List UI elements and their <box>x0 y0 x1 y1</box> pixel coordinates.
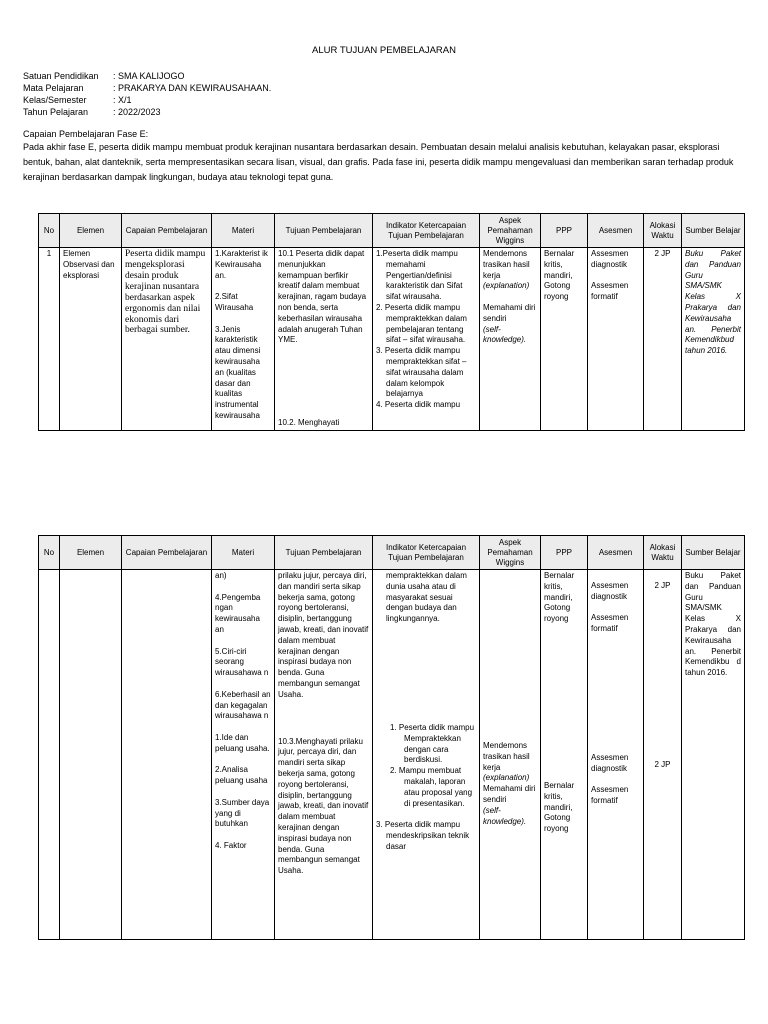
cell-asesmen <box>588 570 644 940</box>
header-wiggins: Aspek Pemahaman Wiggins <box>480 214 541 248</box>
wiggins-italic: (explanation) <box>483 281 530 291</box>
cell-wiggins <box>480 570 541 940</box>
cell-elemen <box>60 570 122 940</box>
atp-table-page-2 <box>38 535 745 940</box>
document-meta <box>23 70 271 118</box>
meta-key: Tahun Pelajaran <box>23 107 89 117</box>
meta-row <box>23 94 271 106</box>
cell-ppp <box>541 570 588 940</box>
header-sumber: Sumber Belajar <box>682 214 745 248</box>
wiggins-italic: (self-knowledge). <box>483 805 527 826</box>
indikator-item: mempraktekkan dalam dunia usaha atau di masyarakat sesuai dengan budaya dan lingkungannya. <box>386 571 467 624</box>
asesmen-item: Assesmen diagnostik <box>591 752 629 773</box>
header-elemen: Elemen <box>60 536 122 570</box>
header-tujuan: Tujuan Pembelajaran <box>275 536 373 570</box>
cell-alokasi <box>644 570 682 940</box>
cell-no <box>39 570 60 940</box>
ppp-item: Bernalar kritis, mandiri, Gotong royong <box>544 780 575 834</box>
wiggins-text: Memahami diri sendiri <box>483 784 536 804</box>
cell-tujuan <box>275 248 373 431</box>
wiggins-italic: (explanation) <box>483 773 530 783</box>
cell-ppp: Bernalar kritis, mandiri, Gotong royong <box>541 248 588 431</box>
table-header-row <box>39 214 745 248</box>
ppp-item: Bernalar kritis, mandiri, Gotong royong <box>544 571 575 624</box>
meta-row <box>23 70 271 82</box>
indikator-list <box>376 249 476 411</box>
wiggins-text: Memahami diri sendiri <box>483 302 536 323</box>
meta-value: : X/1 <box>113 95 132 105</box>
meta-value: : PRAKARYA DAN KEWIRAUSAHAAN. <box>113 83 272 93</box>
header-sumber: Sumber Belajar <box>682 536 745 570</box>
header-wiggins: Aspek Pemahaman Wiggins <box>480 536 541 570</box>
header-alokasi: Alokasi Waktu <box>644 536 682 570</box>
header-tujuan: Tujuan Pembelajaran <box>275 214 373 248</box>
cell-alokasi: 2 JP <box>644 248 682 431</box>
header-capaian: Capaian Pembelajaran <box>122 214 212 248</box>
header-asesmen: Asesmen <box>588 214 644 248</box>
wiggins-italic: (self-knowledge). <box>483 324 527 345</box>
header-materi: Materi <box>212 214 275 248</box>
asesmen-item: Assesmen formatif <box>591 785 629 806</box>
list-item: 2. Mampu membuat makalah, laporan atau proposal yang di presentasikan. <box>390 766 473 808</box>
atp-table-page-1 <box>38 213 745 431</box>
list-item: 3. Peserta didik mampu mempraktekkan sifat – sifat wirausaha dalam dalam kelompok belajarnya <box>376 346 467 399</box>
meta-row <box>23 82 271 94</box>
cell-wiggins <box>480 248 541 431</box>
header-alokasi: Alokasi Waktu <box>644 214 682 248</box>
wiggins-text: Mendemons trasikan hasil kerja <box>483 741 530 772</box>
meta-key: Mata Pelajaran <box>23 83 84 93</box>
header-ppp: PPP <box>541 214 588 248</box>
header-indikator: Indikator Ketercapaian Tujuan Pembelajaran <box>373 214 480 248</box>
capaian-heading: Capaian Pembelajaran Fase E: <box>23 129 149 139</box>
indikator-list <box>376 723 476 809</box>
cell-materi: 1.Karakterist ik Kewirausaha an. 2.Sifat Wirausaha 3.Jenis karakteristik atau dimensi kewirausaha an (kualitas dasar dan kualitas instrumental kewirausaha <box>212 248 275 431</box>
indikator-item: 3. Peserta didik mampu mendeskripsikan teknik dasar <box>376 820 470 851</box>
cell-materi: an) 4.Pengemba ngan kewirausaha an 5.Ciri-ciri seorang wirausahawa n 6.Keberhasil an dan kegagalan wirausahawa n 1.Ide dan peluang usaha. 2.Analisa peluang usaha 3.Sumber daya yang di butuhkan 4. Faktor <box>212 570 275 940</box>
header-capaian: Capaian Pembelajaran <box>122 536 212 570</box>
header-no: No <box>39 536 60 570</box>
meta-key: Kelas/Semester <box>23 95 87 105</box>
wiggins-text: Mendemons trasikan hasil kerja <box>483 249 530 280</box>
alokasi-item: 2 JP <box>654 759 671 769</box>
document-title: ALUR TUJUAN PEMBELAJARAN <box>312 45 456 56</box>
cell-no: 1 <box>39 248 60 431</box>
header-elemen: Elemen <box>60 214 122 248</box>
asesmen-item: Assesmen diagnostik <box>591 249 629 269</box>
header-asesmen: Asesmen <box>588 536 644 570</box>
cell-sumber: Buku Paket dan Panduan Guru SMA/SMK Kelas X Prakarya dan Kewirausaha an. Penerbit Kemendikbu d tahun 2016. <box>682 570 745 940</box>
list-item: 1. Peserta didik mampu Mempraktekkan dengan cara berdiskusi. <box>390 722 475 765</box>
cell-indikator <box>373 248 480 431</box>
asesmen-item: Assesmen formatif <box>591 613 629 634</box>
table-row <box>39 248 745 431</box>
list-item: 4. Peserta didik mampu <box>376 400 461 410</box>
header-ppp: PPP <box>541 536 588 570</box>
cell-elemen: Elemen Observasi dan eksplorasi <box>60 248 122 431</box>
tujuan-item: 10.3.Menghayati prilaku jujur, percaya diri, dan mandiri serta sikap bekerja sama, gotong royong bertoleransi, disiplin, bertanggung jawab, kreati, dan inovatif dalam membuat kerajinan dengan inspirasi budaya non benda. Guna membangun semangat Usaha. <box>278 736 369 876</box>
meta-value: : 2022/2023 <box>113 107 161 117</box>
header-no: No <box>39 214 60 248</box>
cell-sumber: Buku Paket dan Panduan Guru SMA/SMK Kelas X Prakarya dan Kewirausaha an. Penerbit Kemendikbud tahun 2016. <box>682 248 745 431</box>
table-row <box>39 570 745 940</box>
table-header-row <box>39 536 745 570</box>
tujuan-item: prilaku jujur, percaya diri, dan mandiri serta sikap bekerja sama, gotong royong bertoleransi, disiplin, bertanggung jawab, kreati, dan inovatif dalam membuat kerajinan dengan inspirasi budaya non benda. Guna membangun semangat Usaha. <box>278 571 369 699</box>
meta-value: : SMA KALIJOGO <box>113 71 185 81</box>
meta-key: Satuan Pendidikan <box>23 71 99 81</box>
cell-capaian: Peserta didik mampu mengeksplorasi desain produk kerajinan nusantara berdasarkan aspek ergonomis dan nilai ekonomis dari berbagai sumber. <box>122 248 212 431</box>
tujuan-item: 10.1 Peserta didik dapat menunjukkan kemampuan berfikir kreatif dalam membuat kerajinan, ragam budaya non benda, serta keberhasilan wirausaha adalah anugerah Tuhan YME. <box>278 249 367 345</box>
cell-tujuan <box>275 570 373 940</box>
asesmen-item: Assesmen formatif <box>591 281 629 302</box>
capaian-section <box>23 128 751 185</box>
capaian-text: Pada akhir fase E, peserta didik mampu membuat produk kerajinan nusantara berdasarkan desain. Pembuatan desain melalui analisis kebutuhan, kelayakan pasar, eksplorasi bentuk, bahan, alat danteknik, serta mempresentasikan secara lisan, visual, dan grafis. Pada fase ini, peserta didik mampu mengevaluasi dan memberikan saran terhadap produk kerajinan berdasarkan dampak lingkungan, budaya atau teknologi tepat guna. <box>23 142 734 182</box>
header-indikator: Indikator Ketercapaian Tujuan Pembelajaran <box>373 536 480 570</box>
meta-row <box>23 106 271 118</box>
asesmen-item: Assesmen diagnostik <box>591 581 629 601</box>
cell-asesmen <box>588 248 644 431</box>
tujuan-item: 10.2. Menghayati <box>278 418 340 428</box>
cell-capaian <box>122 570 212 940</box>
header-materi: Materi <box>212 536 275 570</box>
cell-indikator <box>373 570 480 940</box>
alokasi-item: 2 JP <box>654 581 671 590</box>
list-item: 2. Peserta didik mampu mempraktekkan dalam pembelajaran tentang sifat – sifat wirausaha. <box>376 302 467 345</box>
list-item: 1.Peserta didik mampu memahami Pengertian/definisi karakteristik dan Sifat sifat wirausaha. <box>376 249 463 302</box>
